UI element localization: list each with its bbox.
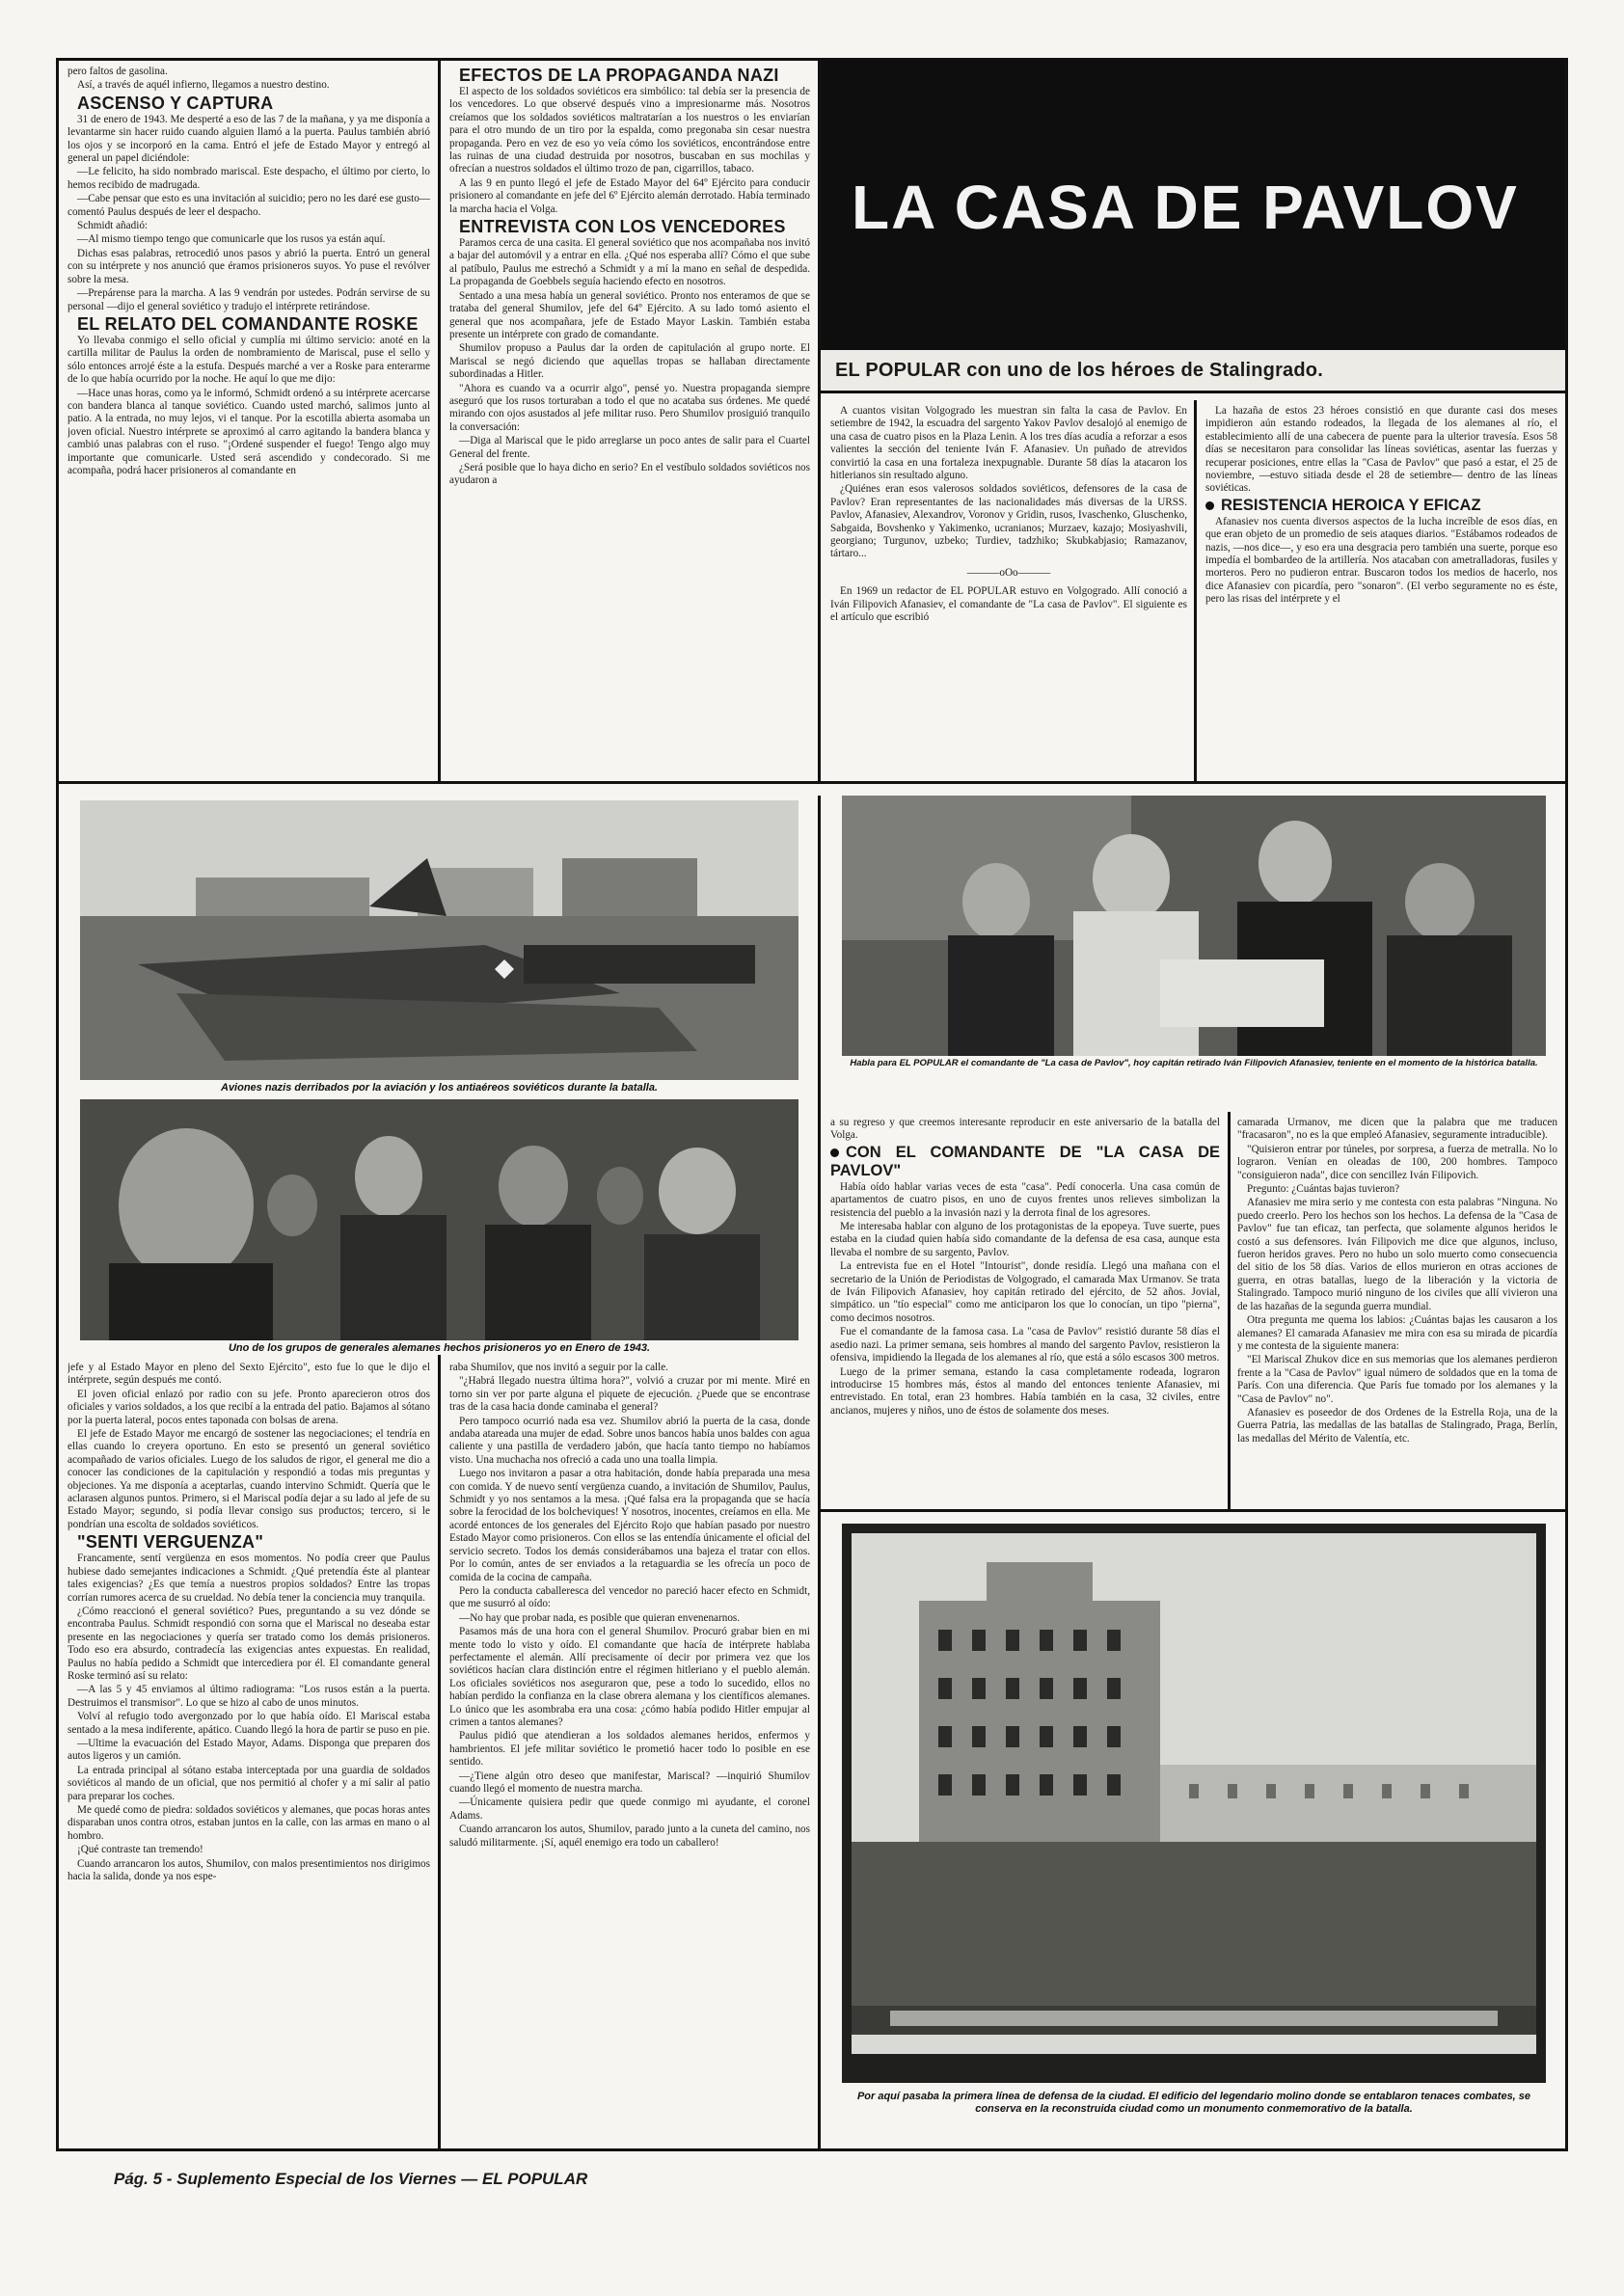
paragraph: Pero tampoco ocurrió nada esa vez. Shumilov abrió la puerta de la casa, donde andaba atareada una mujer de edad. Sobre unos bancos había unos baldes con agua caliente y una pastilla de verdadero jabón, que hacía tanto tiempo no habíamos visto. Una muchacha nos ofreció a cada uno una toalla limpia. <box>449 1415 810 1466</box>
paragraph: —Diga al Mariscal que le pido arreglarse un poco antes de salir para el Cuartel General del frente. <box>449 435 810 460</box>
paragraph: Pasamos más de una hora con el general Shumilov. Procuró grabar bien en mi mente todo lo visto y oído. El comandante que hacía de intérprete hablaba perfectamente el alemán. Allí precisamente oí decir por primera vez que los soviéticos hacían clara distinción entre el régimen hitleriano y el pueblo alemán. Los oficiales soviéticos nos aseguraron que, pese a todo lo sucedido, ellos no habían perdido la confianza en la clase obrera alemana y los científicos alemanes. Lo único que les asombraba era una cosa: ¿cómo había podido Hitler empujar al crimen a tantos alemanes? <box>449 1626 810 1728</box>
article-column-8 <box>1237 1117 1557 1504</box>
article-column-6 <box>449 1362 810 2145</box>
paragraph: Luego nos invitaron a pasar a otra habitación, donde había preparada una mesa con comida. Y de nuevo sentí vergüenza cuando, a invitación de Shumilov, Paulus, Schmidt y yo nos sentamos a la mesa. ¡Qué falsa era la propaganda que se hacía sobre la ferocidad de los bolcheviques! Y nosotros, inocentes, creíamos en ella. Me acordé entonces de los generales del Ejército Rojo que habían pasado por nuestro Estado Mayor como prisioneros. Con ellos se las entendía únicamente el oficial del servicio secreto. Todos los demás considerábamos una bajeza el tratar con ellos. Por lo común, antes de ser enviados a la retaguardia se les ofrecía un poco de comida de la cocina de campaña. <box>449 1468 810 1583</box>
paragraph: "El Mariscal Zhukov dice en sus memorias que los alemanes perdieron frente a la "Casa de Pavlov" igual número de soldados que en la toma de París. Con una diferencia. Que París fue tomado por los alemanes y la "Casa de Pavlov" no". <box>1237 1354 1557 1405</box>
column-rule <box>1228 1112 1231 1509</box>
row-rule <box>821 1509 1568 1512</box>
paragraph: Pregunto: ¿Cuántas bajas tuvieron? <box>1247 1183 1400 1196</box>
section-heading <box>1205 497 1557 515</box>
column-rule <box>1194 400 1197 781</box>
paragraph: —Le felicito, ha sido nombrado mariscal. Este despacho, el último por cierto, lo hemos recibido de madrugada. <box>68 166 430 191</box>
paragraph: Francamente, sentí vergüenza en esos momentos. No podía creer que Paulus hubiese dado semejantes indicaciones a Schmidt. ¿Qué pretendía éste al plantear tales exigencias? ¿Es que temía a nuestros propios soldados? Entre las tropas corrían rumores acerca de su crueldad. No debía tener la conciencia muy tranquila. <box>68 1553 430 1604</box>
section-heading: ASCENSO Y CAPTURA <box>77 93 274 113</box>
paragraph: Cuando arrancaron los autos, Shumilov, parado junto a la cuneta del camino, nos saludó militarmente. ¡Sí, aquél enemigo era todo un caballero! <box>449 1823 810 1849</box>
paragraph: La entrada principal al sótano estaba interceptada por una guardia de soldados soviéticos al mando de un oficial, que nos permitió al chofer y a mí salir al patio para preparar los coches. <box>68 1764 430 1802</box>
paragraph: Shumilov propuso a Paulus dar la orden de capitulación al grupo norte. El Mariscal se negó diciendo que aquellas tropas se hallaban directamente subordinadas a Hitler. <box>449 342 810 381</box>
photo-interview <box>842 796 1546 1056</box>
paragraph: Dichas esas palabras, retrocedió unos pasos y abrió la puerta. Entró un general con su intérprete y nos anunció que éramos prisioneros suyos. Yo puse el revólver sobre la mesa. <box>68 247 430 285</box>
paragraph: A cuantos visitan Volgogrado les muestran sin falta la casa de Pavlov. En setiembre de 1942, la escuadra del sargento Yakov Pavlov desalojó al enemigo de una casa de cuatro pisos en la Plaza Lenin. A los tres días acudía a reforzar a esos valientes la sección del teniente Iván F. Afanasiev. Un puñado de atrevidos convirtió la casa en una fortaleza inexpugnable. Durante 58 días la atacaron los hitlerianos sin resultado alguno. <box>830 405 1187 482</box>
paragraph: "Quisieron entrar por túneles, por sorpresa, a fuerza de metralla. No lo lograron. Venían en oleadas de 100, 200 hombres. Tampoco "consiguieron nada", dice con sencillez Iván Filipovich. <box>1237 1143 1557 1181</box>
page-border-left <box>56 58 59 2150</box>
column-rule <box>438 1355 441 2150</box>
page-border-bottom <box>56 2148 1568 2151</box>
paragraph: La entrevista fue en el Hotel "Intourist", donde residía. Llegó una mañana con el secretario de la Unión de Periodistas de Volgogrado, el camarada Max Urmanov. Se trata de Iván Filipovich Afanasiev, hoy capitán retirado del ejército, de 52 años. Jovial, simpático. un "tío especial" como me anticiparon los que lo conocían, un tipo "pierna", como decimos nosotros. <box>830 1260 1220 1324</box>
article-column-3 <box>830 405 1187 776</box>
page-border-right <box>1565 58 1568 2150</box>
paragraph: Volví al refugio todo avergonzado por lo que había oído. El Mariscal estaba sentado a la mesa indiferente, apático. Cuando llegó la hora de partir se puso en pie. <box>68 1711 430 1736</box>
paragraph: "Ahora es cuando va a ocurrir algo", pensé yo. Nuestra propaganda siempre aseguró que los rusos torturaban a todo el que no acataba sus órdenes. Me quedé mirando con ojos asustados al jefe militar ruso. Pero Shumilov prosiguió tranquilo la conversación: <box>449 382 810 433</box>
paragraph: Pero la conducta caballeresca del vencedor no pareció hacer efecto en Schmidt, que me susurró al oído: <box>449 1584 810 1610</box>
photo-caption: Aviones nazis derribados por la aviación y los antiaéreos soviéticos durante la batalla. <box>221 1082 658 1094</box>
paragraph: —Únicamente quisiera pedir que quede conmigo mi ayudante, el coronel Adams. <box>449 1796 810 1822</box>
paragraph: —Al mismo tiempo tengo que comunicarle que los rusos ya están aquí. <box>77 233 386 246</box>
paragraph: —Cabe pensar que esto es una invitación al suicidio; pero no les daré ese gusto— comentó Paulus después de leer el despacho. <box>68 193 430 218</box>
paragraph: pero faltos de gasolina. <box>68 66 168 77</box>
photo-caption: Habla para EL POPULAR el comandante de "La casa de Pavlov", hoy capitán retirado Iván Filipovich Afanasiev, teniente en el momento de la histórica batalla. <box>850 1058 1538 1068</box>
paragraph: jefe y al Estado Mayor en pleno del Sexto Ejército", esto fue lo que le dijo el intérprete, según después me contó. <box>68 1362 430 1387</box>
paragraph: ¡Qué contraste tan tremendo! <box>77 1844 203 1856</box>
section-heading <box>830 1144 1220 1180</box>
paragraph: Cuando arrancaron los autos, Shumilov, con malos presentimientos nos dirigimos hacia la salida, donde ya nos espe- <box>68 1857 430 1883</box>
page-subtitle: EL POPULAR con uno de los héroes de Stalingrado. <box>835 360 1323 381</box>
paragraph: "¿Habrá llegado nuestra última hora?", volvió a cruzar por mi mente. Miré en torno sin ver por parte alguna el piquete de ejecución. ¿Puede que se encontrase tras de la casa hacia donde caminaba el general? <box>449 1375 810 1414</box>
paragraph: a su regreso y que creemos interesante reproducir en este aniversario de la batalla del Volga. <box>830 1117 1220 1142</box>
column-rule <box>818 796 821 2150</box>
paragraph: El joven oficial enlazó por radio con su jefe. Pronto aparecieron otros dos oficiales y varios soldados, a los que recibí a la entrada del patio. Bajamos al sótano por la puerta lateral, pocos entes taponada con bolsas de arena. <box>68 1388 430 1426</box>
section-heading-text: CON EL COMANDANTE DE "LA CASA DE PAVLOV" <box>830 1143 1220 1179</box>
paragraph: ¿Quiénes eran esos valerosos soldados soviéticos, defensores de la casa de Pavlov? Eran representantes de las nacionalidades más diversas de la URSS. Pavlov, Afanasiev, Alexandrov, Voronov y Gridin, rusos, Ivaschenko, Gluschenko, Sabgaida, Bovshenko y Yakimenko, ucranianos; Murzaev, kazajo; Mosiyashvili, georgiano; Turgunov, uzbeko; Turdiev, tadzhiko; Skubkabjasio; Ramazanov, tártaro... <box>830 483 1187 560</box>
article-column-2 <box>449 66 810 777</box>
separator: ———oOo——— <box>966 566 1051 579</box>
page-footer: Pág. 5 - Suplemento Especial de los Viernes — EL POPULAR <box>114 2170 588 2188</box>
paragraph: Así, a través de aquél infierno, llegamos a nuestro destino. <box>77 79 330 92</box>
paragraph: Me interesaba hablar con alguno de los protagonistas de la epopeya. Tuve suerte, pues estaba en la ciudad quien había sido comandante de la defensa de esa casa, aunque esta llevaba el nombre de su sargento, Pavlov. <box>830 1221 1220 1258</box>
photo-interview-image <box>842 796 1546 1056</box>
section-heading: EL RELATO DEL COMANDANTE ROSKE <box>77 313 419 334</box>
paragraph: Yo llevaba conmigo el sello oficial y cumplía mi último servicio: anoté en la cartilla militar de Paulus la orden de nombramiento de Mariscal, puse el sello y sólo entonces arrojé éste a la estufa. Después marché a ver a Roske para enterarme de lo que había ocurrido por la noche. He aquí lo que me dijo: <box>68 334 430 386</box>
section-heading: EFECTOS DE LA PROPAGANDA NAZI <box>459 66 779 85</box>
paragraph: La hazaña de estos 23 héroes consistió en que durante casi dos meses impidieron aún estando rodeados, la llegada de los alemanes al río, el establecimiento allí de una cabecera de puente para la ulterior travesía. Esos 58 días se necesitaron para consolidar las líneas soviéticas, asentar las fuerzas y recuperar posiciones, entre ellas la "Casa de Pavlov" que pasó a estar, el 25 de noviembre, —estuvo sitiada desde el 28 de setiembre— dentro de las líneas soviéticas. <box>1205 405 1557 495</box>
paragraph: —¿Tiene algún otro deseo que manifestar, Mariscal? —inquirió Shumilov cuando llegó el momento de nuestra marcha. <box>449 1769 810 1795</box>
newspaper-page <box>56 58 1568 2228</box>
paragraph: Afanasiev nos cuenta diversos aspectos de la lucha increíble de esos días, en que eran objeto de un promedio de seis ataques diarios. "Estábamos rodeados de nazis, —nos dice—, y eso era una desgracia pero también una suerte, porque eso impedía el bombardeo de la artillería. Nos atacaban con ametralladoras, fusiles y morteros. Pero no pudieron entrar. Buscaron todos los medios de hacerlo, nos dice Afanasiev con picardía, pero "sonaron". (El verbo seguramente no es éste, pero las risas del intérprete y el <box>1205 515 1557 606</box>
subtitle-banner <box>821 350 1565 393</box>
column-rule <box>438 58 441 781</box>
paragraph: —No hay que probar nada, es posible que quieran envenenarnos. <box>459 1611 741 1624</box>
section-heading: "SENTI VERGUENZA" <box>77 1532 264 1553</box>
paragraph: camarada Urmanov, me dicen que la palabra que me traducen "fracasaron", no es la que empleó Afanasiev, seguramente intraducible). <box>1237 1117 1557 1142</box>
paragraph: ¿Cómo reaccionó el general soviético? Pues, preguntando a su vez dónde se encontraba Paulus. Schmidt respondió con sorna que el Mariscal no deseaba estar presente en las negociaciones y quería ser tratado como los demás prisioneros. Todo eso era absurdo, contradecía las exigencias antes expuestas. En realidad, Paulus no había pedido a Schmidt que intercediera por él. El comandante general Roske terminó así su relato: <box>68 1605 430 1682</box>
row-rule <box>56 781 1568 784</box>
photo-german-generals <box>80 1099 798 1340</box>
article-column-5 <box>68 1362 430 2145</box>
paragraph: Schmidt añadió: <box>77 220 149 232</box>
paragraph: Paramos cerca de una casita. El general soviético que nos acompañaba nos invitó a bajar del automóvil y a entrar en ella. ¿Qué nos esperaba allí? Cómo el que sube al patíbulo, Paulus me estrechó a Schmidt y a mí la mano en señal de despedida. La propaganda de Goebbels seguía haciendo efecto en nosotros. <box>449 237 810 288</box>
paragraph: Había oído hablar varias veces de esta "casa". Pedí conocerla. Una casa común de apartamentos de cuatro pisos, en uno de cuyos frentes unos relieves simbolizan la resistencia del pueblo a la invasión nazi y la derrota final de los agresores. <box>830 1180 1220 1219</box>
paragraph: —A las 5 y 45 enviamos al último radiograma: "Los rusos están a la puerta. Destruimos el transmisor". Lo que se hizo al cabo de unos minutos. <box>68 1684 430 1709</box>
paragraph: Sentado a una mesa había un general soviético. Pronto nos enteramos de que se trataba del general Shumilov, jefe del 64º Ejército. A su lado tomó asiento el general que nos acompañara, jefe de Estado Mayor Laskin. También estaba presente un intérprete con grado de comandante. <box>449 289 810 340</box>
photo-caption: Por aquí pasaba la primera línea de defensa de la ciudad. El edificio del legendario molino donde se entablaron tenaces combates, se conserva en la reconstruida ciudad como un monumento conmemorativo de la batalla. <box>856 2091 1531 2115</box>
paragraph: —Ultime la evacuación del Estado Mayor, Adams. Disponga que preparen dos autos ligeros y un camión. <box>68 1737 430 1763</box>
paragraph: —Hace unas horas, como ya le informó, Schmidt ordenó a su intérprete acercarse con bandera blanca al tanque soviético. Cuando usted marchó, salimos junto al patio. A la entrada, no muy lejos, vi el tanque. Por la escotilla abierta asomaba un joven oficial. Nuestro intérprete se aproximó al carro agitando la bandera blanca y cambió unas palabras con el ruso. "¡Ordené suspender el fuego! Tengo algo muy importante que comunicarle. Usted será ascendido y condecorado. Si me acompaña, podrá hacer prisioneros al comandante en <box>68 387 430 476</box>
article-column-4 <box>1205 405 1557 776</box>
article-column-1 <box>68 66 430 777</box>
photo-caption: Uno de los grupos de generales alemanes hechos prisioneros yo en Enero de 1943. <box>228 1342 651 1354</box>
paragraph: El jefe de Estado Mayor me encargó de sostener las negociaciones; el tendría en ellas cuando lo creyera oportuno. En esto se presentó un general soviético acompañado de varios oficiales. Luego de los saludos de rigor, el general me dio a conocer las condiciones de la capitulación y respondió a todas mis preguntas y objeciones. Ya me disponía a aceptarlas, cuando intervino Schmidt. Quería que le aclarasen algunos puntos. Primero, si el Mariscal podía dejar a su lado al jefe de su Estado Mayor; segundo, si podía llevar consigo sus productos; tercero, si le pondrían una escolta de soldados soviéticos. <box>68 1428 430 1530</box>
paragraph: En 1969 un redactor de EL POPULAR estuvo en Volgogrado. Allí conoció a Iván Filipovich Afanasiev, el comandante de "La casa de Pavlov". El siguiente es el artículo que escribió <box>830 585 1187 624</box>
photo-german-generals-image <box>80 1099 798 1340</box>
paragraph: El aspecto de los soldados soviéticos era simbólico: tal debía ser la presencia de los vencedores. Lo que observé después vino a impresionarme más. Nosotros creíamos que los soldados soviéticos maltratarían a los nuestros o les enviarían para el otro mundo de un tiro por la espalda, como pregonaba sin cesar nuestra propaganda. Pero en vez de eso yo veía cómo los soviéticos, encontrándose entre las ruinas de una ciudad destruida por nosotros, buscaban en sus mochilas y ofrecían a nuestros soldados el último trozo de pan, cigarrillos, tabaco. <box>449 86 810 176</box>
photo-downed-planes-image <box>80 800 798 1080</box>
photo-mill-ruins-image <box>842 1524 1546 2083</box>
paragraph: Fue el comandante de la famosa casa. La "casa de Pavlov" resistió durante 58 días el asedio nazi. La primer semana, seis hombres al mando del sargento Pavlov, resistieron la ofensiva, impidiendo la llegada de los alemanes al río, que está a sólo escasos 300 metros. <box>830 1326 1220 1364</box>
section-heading: ENTREVISTA CON LOS VENCEDORES <box>459 217 786 237</box>
paragraph: Paulus pidió que atendieran a los soldados alemanes heridos, enfermos y hambrientos. El jefe militar soviético le prometió hacer todo lo posible en ese sentido. <box>449 1730 810 1769</box>
paragraph: raba Shumilov, que nos invitó a seguir por la calle. <box>449 1362 669 1373</box>
paragraph: Me quedé como de piedra: soldados soviéticos y alemanes, que pocas horas antes disparaban unos contra otros, estaban juntos en la calle, con las armas en mano o al hombro. <box>68 1804 430 1842</box>
bullet-icon <box>830 1148 839 1157</box>
paragraph: ¿Será posible que lo haya dicho en serio? En el vestíbulo soldados soviéticos nos ayudaron a <box>449 461 810 487</box>
page-title: LA CASA DE PAVLOV <box>852 173 1519 242</box>
article-column-7 <box>830 1117 1220 1504</box>
section-heading-text: RESISTENCIA HEROICA Y EFICAZ <box>1221 496 1481 514</box>
paragraph: Otra pregunta me quema los labios: ¿Cuántas bajas les causaron a los alemanes? El camarada Afanasiev me mira con esa su mirada de picardía y me contesta de la siguiente manera: <box>1237 1314 1557 1352</box>
photo-downed-planes <box>80 800 798 1080</box>
paragraph: Afanasiev es poseedor de dos Ordenes de la Estrella Roja, una de la Guerra Patria, las medallas de las batallas de Stalingrado, Praga, Berlín, las medallas del Mérito de Valentía, etc. <box>1237 1406 1557 1445</box>
bullet-icon <box>1205 501 1214 510</box>
paragraph: A las 9 en punto llegó el jefe de Estado Mayor del 64º Ejército para conducir prisionero al comandante en jefe del 6º Ejército alemán derrotado. Había terminado la marcha hacia el Volga. <box>449 176 810 215</box>
paragraph: —Prepárense para la marcha. A las 9 vendrán por ustedes. Podrán servirse de su personal —dijo el general soviético y tradujo el intérprete retirándose. <box>68 287 430 312</box>
paragraph: Afanasiev me mira serio y me contesta con esta palabras "Ninguna. No puedo creerlo. Pero los hechos son los hechos. La defensa de la "Casa de Pavlov" fue tan eficaz, tan perfecta, que solamente algunos heridos le costó a sus defensores. Iván Filipovich me dice que algunos, incluso, fueron heridos graves. Pero no hubo un solo muerto como consecuencia del sitio de los 58 días. Varios de ellos murieron en otras acciones de guerra, en otras batallas, luego de la liberación y la victoria de Stalingrado. Tampoco murió ninguno de los civiles que allí vivieron una de las hazañas de la segunda guerra mundial. <box>1237 1197 1557 1312</box>
paragraph: Luego de la primer semana, estando la casa completamente rodeada, lograron introducirse 15 hombres más, éstos al mando del entonces teniente Afanasiev, mi entrevistado. En total, eran 23 hombres. Había también en la casa, 32 civiles, entre ancianos, mujeres y niños, uno de éstos de solamente dos meses. <box>830 1365 1220 1417</box>
paragraph: 31 de enero de 1943. Me desperté a eso de las 7 de la mañana, y ya me disponía a levantarme sin hacer ruido cuando alguien llamó a la puerta. Paulus también abrió los ojos y se incorporó en la cama. Entró el jefe de Estado Mayor y entregó al general un papel diciéndole: <box>68 113 430 165</box>
photo-mill-ruins <box>842 1524 1546 2083</box>
